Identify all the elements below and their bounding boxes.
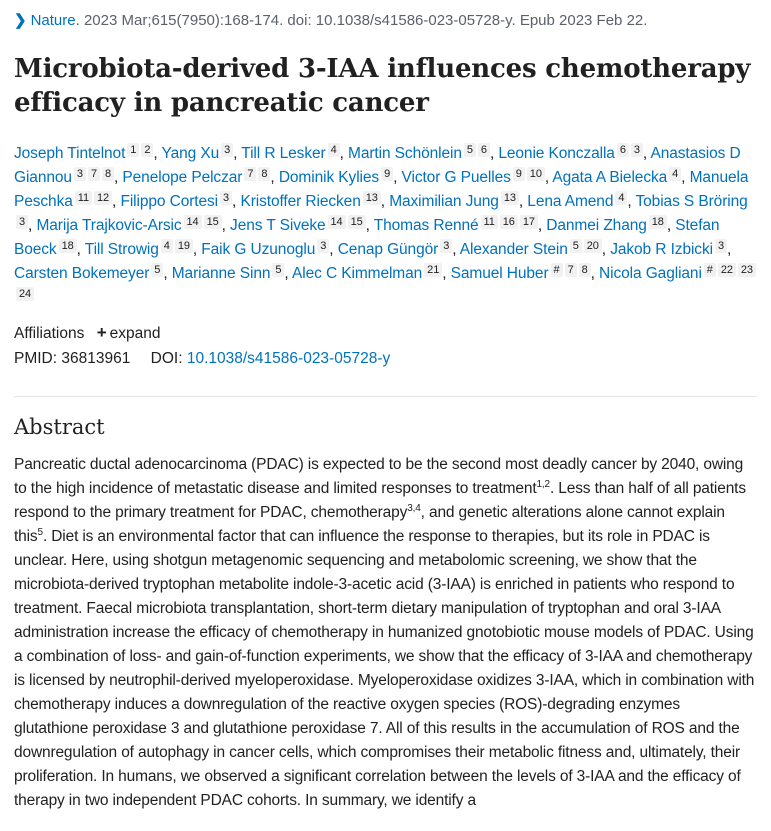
affiliation-number[interactable]: 1 (127, 143, 139, 157)
author-item (389, 193, 527, 210)
author-item (374, 217, 547, 234)
affiliation-number[interactable]: 3 (221, 143, 233, 157)
affiliation-number[interactable]: 11 (481, 215, 498, 229)
affiliation-number[interactable]: 6 (617, 143, 629, 157)
author-separator: , (537, 217, 547, 234)
affiliation-number[interactable]: 24 (16, 287, 34, 301)
author-separator: , (518, 193, 528, 210)
author-separator: , (393, 169, 402, 186)
author-name-link[interactable]: Martin Schönlein (348, 145, 462, 162)
author-separator: , (590, 265, 600, 282)
affiliation-number[interactable]: 18 (649, 215, 667, 229)
author-separator: , (233, 145, 242, 162)
doi-label: DOI: (150, 350, 183, 367)
affiliation-number[interactable]: 19 (175, 239, 193, 253)
affiliation-number[interactable]: 7 (244, 167, 256, 181)
expand-label: expand (109, 325, 161, 342)
author-name-link[interactable]: Danmei Zhang (546, 217, 647, 234)
author-name-link[interactable]: Marija Trajkovic-Arsic (36, 217, 182, 234)
author-name-link[interactable]: Marianne Sinn (171, 265, 271, 282)
reference-superscript[interactable]: 5 (37, 526, 43, 538)
affiliation-number[interactable]: # (551, 263, 563, 277)
author-item (451, 265, 599, 282)
author-item (122, 169, 278, 186)
author-separator: , (221, 217, 231, 234)
affiliation-number[interactable]: 23 (738, 263, 756, 277)
affiliation-number[interactable]: 10 (527, 167, 545, 181)
author-separator: , (329, 241, 338, 258)
affiliation-number[interactable]: 14 (184, 215, 202, 229)
author-item (610, 241, 731, 258)
author-name-link[interactable]: Maximilian Jung (389, 193, 499, 210)
author-item (85, 241, 202, 258)
article-title: Microbiota-derived 3-IAA influences chemotherapy efficacy in pancreatic cancer (14, 54, 751, 118)
author-separator: , (666, 217, 676, 234)
author-separator: , (681, 169, 690, 186)
author-name-link[interactable]: Carsten Bokemeyer (14, 265, 150, 282)
affiliation-number[interactable]: 5 (151, 263, 163, 277)
author-name-link[interactable]: Anastasios D Giannou (14, 145, 741, 186)
citation-line (14, 0, 757, 31)
author-item (552, 169, 689, 186)
author-separator: , (76, 241, 85, 258)
author-separator: , (642, 145, 651, 162)
affiliation-number[interactable]: 22 (718, 263, 736, 277)
affiliation-number[interactable]: 3 (220, 191, 232, 205)
author-name-link[interactable]: Stefan Boeck (14, 217, 720, 258)
author-separator: , (489, 145, 499, 162)
author-separator: , (270, 169, 279, 186)
author-item (120, 193, 240, 210)
author-item (279, 169, 402, 186)
author-separator: , (627, 193, 636, 210)
author-item (172, 265, 292, 282)
affiliation-number[interactable]: 21 (424, 263, 442, 277)
author-item (527, 193, 635, 210)
author-separator: , (153, 145, 162, 162)
author-name-link[interactable]: Yang Xu (161, 145, 220, 162)
affiliation-number[interactable]: 8 (579, 263, 591, 277)
affiliation-number[interactable]: 3 (715, 239, 727, 253)
affiliation-number[interactable]: 13 (363, 191, 381, 205)
plus-icon: + (96, 323, 107, 342)
author-separator: , (163, 265, 172, 282)
affiliation-number[interactable]: 4 (161, 239, 173, 253)
affiliation-number[interactable]: 6 (478, 143, 490, 157)
author-item (14, 145, 162, 162)
author-name-link[interactable]: Lena Amend (527, 193, 614, 210)
author-item (36, 217, 230, 234)
abstract-body (14, 453, 757, 813)
author-name-link[interactable]: Till Strowig (84, 241, 159, 258)
affiliation-number[interactable]: 4 (615, 191, 627, 205)
author-item (546, 217, 675, 234)
pmid-label: PMID: (14, 350, 58, 367)
author-item (498, 145, 650, 162)
author-separator: , (339, 145, 349, 162)
author-item (241, 145, 348, 162)
affiliation-number[interactable]: 3 (631, 143, 643, 157)
affiliation-number[interactable]: 8 (258, 167, 270, 181)
author-name-link[interactable]: Agata A Bielecka (552, 169, 668, 186)
affiliation-number[interactable]: 3 (16, 215, 28, 229)
affiliation-number[interactable]: 3 (317, 239, 329, 253)
author-separator: , (544, 169, 553, 186)
author-item (402, 169, 553, 186)
author-item (230, 217, 374, 234)
affiliation-number[interactable]: 13 (501, 191, 519, 205)
author-separator: , (726, 241, 732, 258)
author-name-link[interactable]: Kristoffer Riecken (240, 193, 361, 210)
author-item (162, 145, 242, 162)
author-name-link[interactable]: Filippo Cortesi (120, 193, 219, 210)
reference-superscript[interactable]: 3,4 (407, 502, 421, 514)
abstract-text-segment: Pancreatic ductal adenocarcinoma (PDAC) is expected to be the second most deadly cancer by 2040, owing to the high incidence of metastatic disease and limited responses to treatment (14, 456, 744, 497)
affiliation-number[interactable]: 5 (570, 239, 582, 253)
abstract-text-segment: , and genetic alterations alone cannot explain this (14, 504, 725, 545)
affiliation-number[interactable]: # (704, 263, 716, 277)
affiliation-number[interactable]: 12 (94, 191, 112, 205)
author-item (460, 241, 610, 258)
affiliation-number[interactable]: 18 (59, 239, 77, 253)
identifiers-row (14, 348, 757, 370)
author-item (292, 265, 451, 282)
author-item (201, 241, 337, 258)
affiliation-number[interactable]: 20 (584, 239, 602, 253)
author-separator: , (232, 193, 241, 210)
doi-link[interactable]: 10.1038/s41586-023-05728-y (186, 350, 391, 367)
affiliation-number[interactable]: 7 (88, 167, 100, 181)
abstract-text-segment: . Diet is an environmental factor that can influence the response to therapies, but its role in PDAC is unclear. Here, using shotgun metagenomic sequencing and metabolomic screening, we show that the microbiota-derived tryptophan metabolite indole-3-acetic acid (3-IAA) is enriched in patients who respond to treatment. Faecal microbiota transplantation, short-term dietary manipulation of tryptophan and oral 3-IAA administration increase the efficacy of chemotherapy in humanized gnotobiotic mouse models of PDAC. Using a combination of loss- and gain-of-function experiments, we show that the efficacy of 3-IAA and chemotherapy is licensed by neutrophil-derived myeloperoxidase. Myeloperoxidase oxidizes 3-IAA, which in combination with chemotherapy induces a downregulation of the reactive oxygen species (ROS)-degrading enzymes glutathione peroxidase 3 and glutathione peroxidase 7. All of this results in the accumulation of ROS and the downregulation of autophagy in cancer cells, which compromises their metabolic fitness and, ultimately, their proliferation. In humans, we observed a significant correlation between the levels of 3-IAA and the efficacy of therapy in two independent PDAC cohorts. In summary, we identify a (14, 528, 755, 809)
author-separator: , (452, 241, 460, 258)
author-name-link[interactable]: Nicola Gagliani (599, 265, 702, 282)
affiliation-number[interactable]: 3 (440, 239, 452, 253)
author-separator: , (284, 265, 292, 282)
affiliation-number[interactable]: 15 (204, 215, 222, 229)
author-item (14, 265, 172, 282)
abstract-heading: Abstract (14, 415, 105, 439)
author-item (240, 193, 389, 210)
affiliation-number[interactable]: 14 (328, 215, 346, 229)
affiliations-label: Affiliations (14, 325, 85, 342)
section-divider (14, 396, 757, 397)
author-item (338, 241, 460, 258)
journal-link[interactable]: Nature. (30, 12, 80, 29)
affiliation-number[interactable]: 8 (102, 167, 114, 181)
author-name-link[interactable]: Victor G Puelles (401, 169, 511, 186)
affiliation-number[interactable]: 3 (74, 167, 86, 181)
author-separator: , (365, 217, 374, 234)
abstract-text-segment: . Less than half of all patients respond to the primary treatment for PDAC, chemotherapy (14, 480, 746, 521)
affiliation-number[interactable]: 16 (500, 215, 518, 229)
reference-superscript[interactable]: 1,2 (536, 478, 550, 490)
affiliation-number[interactable]: 5 (272, 263, 284, 277)
author-separator: , (601, 241, 611, 258)
author-name-link[interactable]: Till R Lesker (241, 145, 326, 162)
affiliation-number[interactable]: 5 (464, 143, 476, 157)
author-name-link[interactable]: Jens T Siveke (230, 217, 326, 234)
author-separator: , (114, 169, 123, 186)
author-name-link[interactable]: Alexander Stein (459, 241, 568, 258)
affiliation-number[interactable]: 2 (141, 143, 153, 157)
affiliations-expand-button[interactable] (97, 325, 161, 342)
affiliation-number[interactable]: 15 (348, 215, 366, 229)
author-name-link[interactable]: Alec C Kimmelman (291, 265, 423, 282)
author-name-link[interactable]: Penelope Pelczar (122, 169, 243, 186)
author-name-link[interactable]: Cenap Güngör (337, 241, 439, 258)
author-name-link[interactable]: Samuel Huber (450, 265, 549, 282)
affiliation-number[interactable]: 4 (328, 143, 340, 157)
author-separator: , (28, 217, 37, 234)
author-separator: , (192, 241, 202, 258)
author-name-link[interactable]: Jakob R Izbicki (610, 241, 713, 258)
affiliation-number[interactable]: 7 (565, 263, 577, 277)
pmid-value: 36813961 (61, 350, 131, 367)
author-name-link[interactable]: Leonie Konczalla (498, 145, 615, 162)
author-separator: , (442, 265, 451, 282)
affiliation-number[interactable]: 17 (520, 215, 538, 229)
author-separator: , (112, 193, 121, 210)
author-name-link[interactable]: Thomas Renné (373, 217, 479, 234)
author-name-link[interactable]: Tobias S Bröring (635, 193, 748, 210)
author-name-link[interactable]: Manuela Peschka (14, 169, 749, 210)
affiliation-number[interactable]: 9 (513, 167, 525, 181)
author-name-link[interactable]: Dominik Kylies (278, 169, 380, 186)
author-name-link[interactable]: Faik G Uzunoglu (201, 241, 316, 258)
affiliation-number[interactable]: 9 (381, 167, 393, 181)
author-item (348, 145, 498, 162)
author-name-link[interactable]: Joseph Tintelnot (14, 145, 126, 162)
affiliations-row (14, 322, 757, 345)
author-separator: , (380, 193, 390, 210)
author-list (14, 142, 757, 310)
affiliation-number[interactable]: 11 (75, 191, 92, 205)
affiliation-number[interactable]: 4 (669, 167, 681, 181)
citation-details: 2023 Mar;615(7950):168-174. doi: 10.1038/s41586-023-05728-y. Epub 2023 Feb 22. (79, 12, 648, 29)
chevron-right-icon[interactable]: ❯ (14, 12, 27, 29)
